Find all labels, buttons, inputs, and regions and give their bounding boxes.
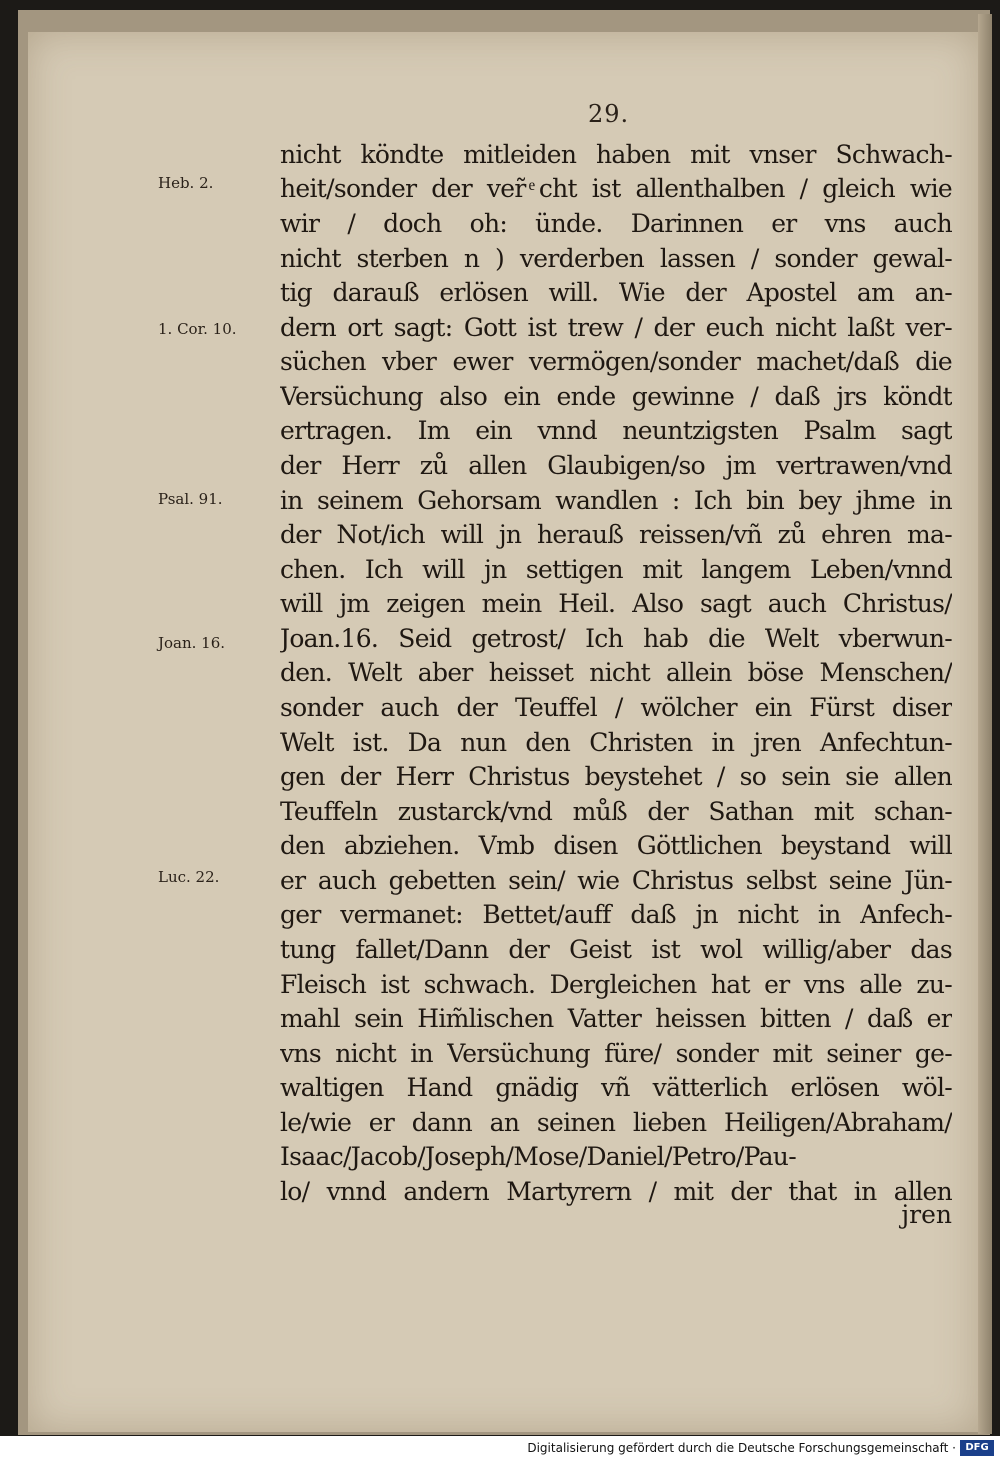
- margin-note-joan: Joan. 16.: [158, 634, 226, 652]
- text-line: Teuffeln zustarck/vnd můß der Sathan mit schan-: [280, 797, 952, 826]
- text-line: gen der Herr Christus beystehet / so sein sie allen: [280, 762, 952, 791]
- text-line: Welt ist. Da nun den Christen in jren Anfechtun-: [280, 728, 952, 757]
- dfg-logo: DFG: [960, 1440, 994, 1456]
- text-line: heit/sonder der ver̃ ͤcht ist allenthalben / gleich wie: [280, 174, 952, 203]
- text-line: tung fallet/Dann der Geist ist wol willig/aber das: [280, 935, 952, 964]
- text-line: mahl sein Him̃lischen Vatter heissen bitten / daß er: [280, 1004, 952, 1033]
- text-line: süchen vber ewer vermögen/sonder machet/daß die: [280, 347, 952, 376]
- text-line: vns nicht in Versüchung füre/ sonder mit seiner ge-: [280, 1039, 952, 1068]
- text-line: der Herr zů allen Glaubigen/so jm vertrawen/vnd: [280, 451, 952, 480]
- text-line: in seinem Gehorsam wandlen : Ich bin bey jhme in: [280, 486, 952, 515]
- text-line: ger vermanet: Bettet/auff daß jn nicht in Anfech-: [280, 900, 952, 929]
- text-line: Fleisch ist schwach. Dergleichen hat er vns alle zu-: [280, 970, 952, 999]
- page-edge: [978, 14, 992, 1434]
- text-line: sonder auch der Teuffel / wölcher ein Fürst diser: [280, 693, 952, 722]
- margin-note-heb: Heb. 2.: [158, 174, 214, 192]
- text-line: lo/ vnnd andern Martyrern / mit der that in allen: [280, 1177, 952, 1206]
- text-line: ertragen. Im ein vnnd neuntzigsten Psalm sagt: [280, 416, 952, 445]
- text-line: er auch gebetten sein/ wie Christus selbst seine Jün-: [280, 866, 952, 895]
- footer-credit: Digitalisierung gefördert durch die Deutsche Forschungsgemeinschaft ·: [527, 1441, 956, 1455]
- text-line: den abziehen. Vmb disen Göttlichen beystand will: [280, 831, 952, 860]
- text-line: nicht köndte mitleiden haben mit vnser Schwach-: [280, 140, 952, 169]
- margin-note-cor: 1. Cor. 10.: [158, 320, 237, 338]
- margin-note-luc: Luc. 22.: [158, 868, 220, 886]
- text-line: will jm zeigen mein Heil. Also sagt auch Christus/: [280, 589, 952, 618]
- text-line: der Not/ich will jn herauß reissen/vñ zů ehren ma-: [280, 520, 952, 549]
- text-line: le/wie er dann an seinen lieben Heiligen/Abraham/: [280, 1108, 952, 1137]
- footer-bar: [0, 1436, 1000, 1462]
- text-line: waltigen Hand gnädig vñ vätterlich erlösen wöl-: [280, 1073, 952, 1102]
- margin-note-psal: Psal. 91.: [158, 490, 223, 508]
- text-line: dern ort sagt: Gott ist trew / der euch nicht laßt ver-: [280, 313, 952, 342]
- catchword: jren: [901, 1200, 952, 1229]
- page-number: 29.: [588, 100, 630, 128]
- text-line: nicht sterben n ) verderben lassen / sonder gewal-: [280, 244, 952, 273]
- text-line: Versüchung also ein ende gewinne / daß jrs köndt: [280, 382, 952, 411]
- text-line: Joan.16. Seid getrost/ Ich hab die Welt vberwun-: [280, 624, 952, 653]
- text-line: Isaac/Jacob/Joseph/Mose/Daniel/Petro/Pau-: [280, 1142, 796, 1171]
- text-line: chen. Ich will jn settigen mit langem Leben/vnnd: [280, 555, 952, 584]
- text-line: tig darauß erlösen will. Wie der Apostel am an-: [280, 278, 952, 307]
- text-line: den. Welt aber heisset nicht allein böse Menschen/: [280, 658, 952, 687]
- text-line: wir / doch oh: ünde. Darinnen er vns auch: [280, 209, 952, 238]
